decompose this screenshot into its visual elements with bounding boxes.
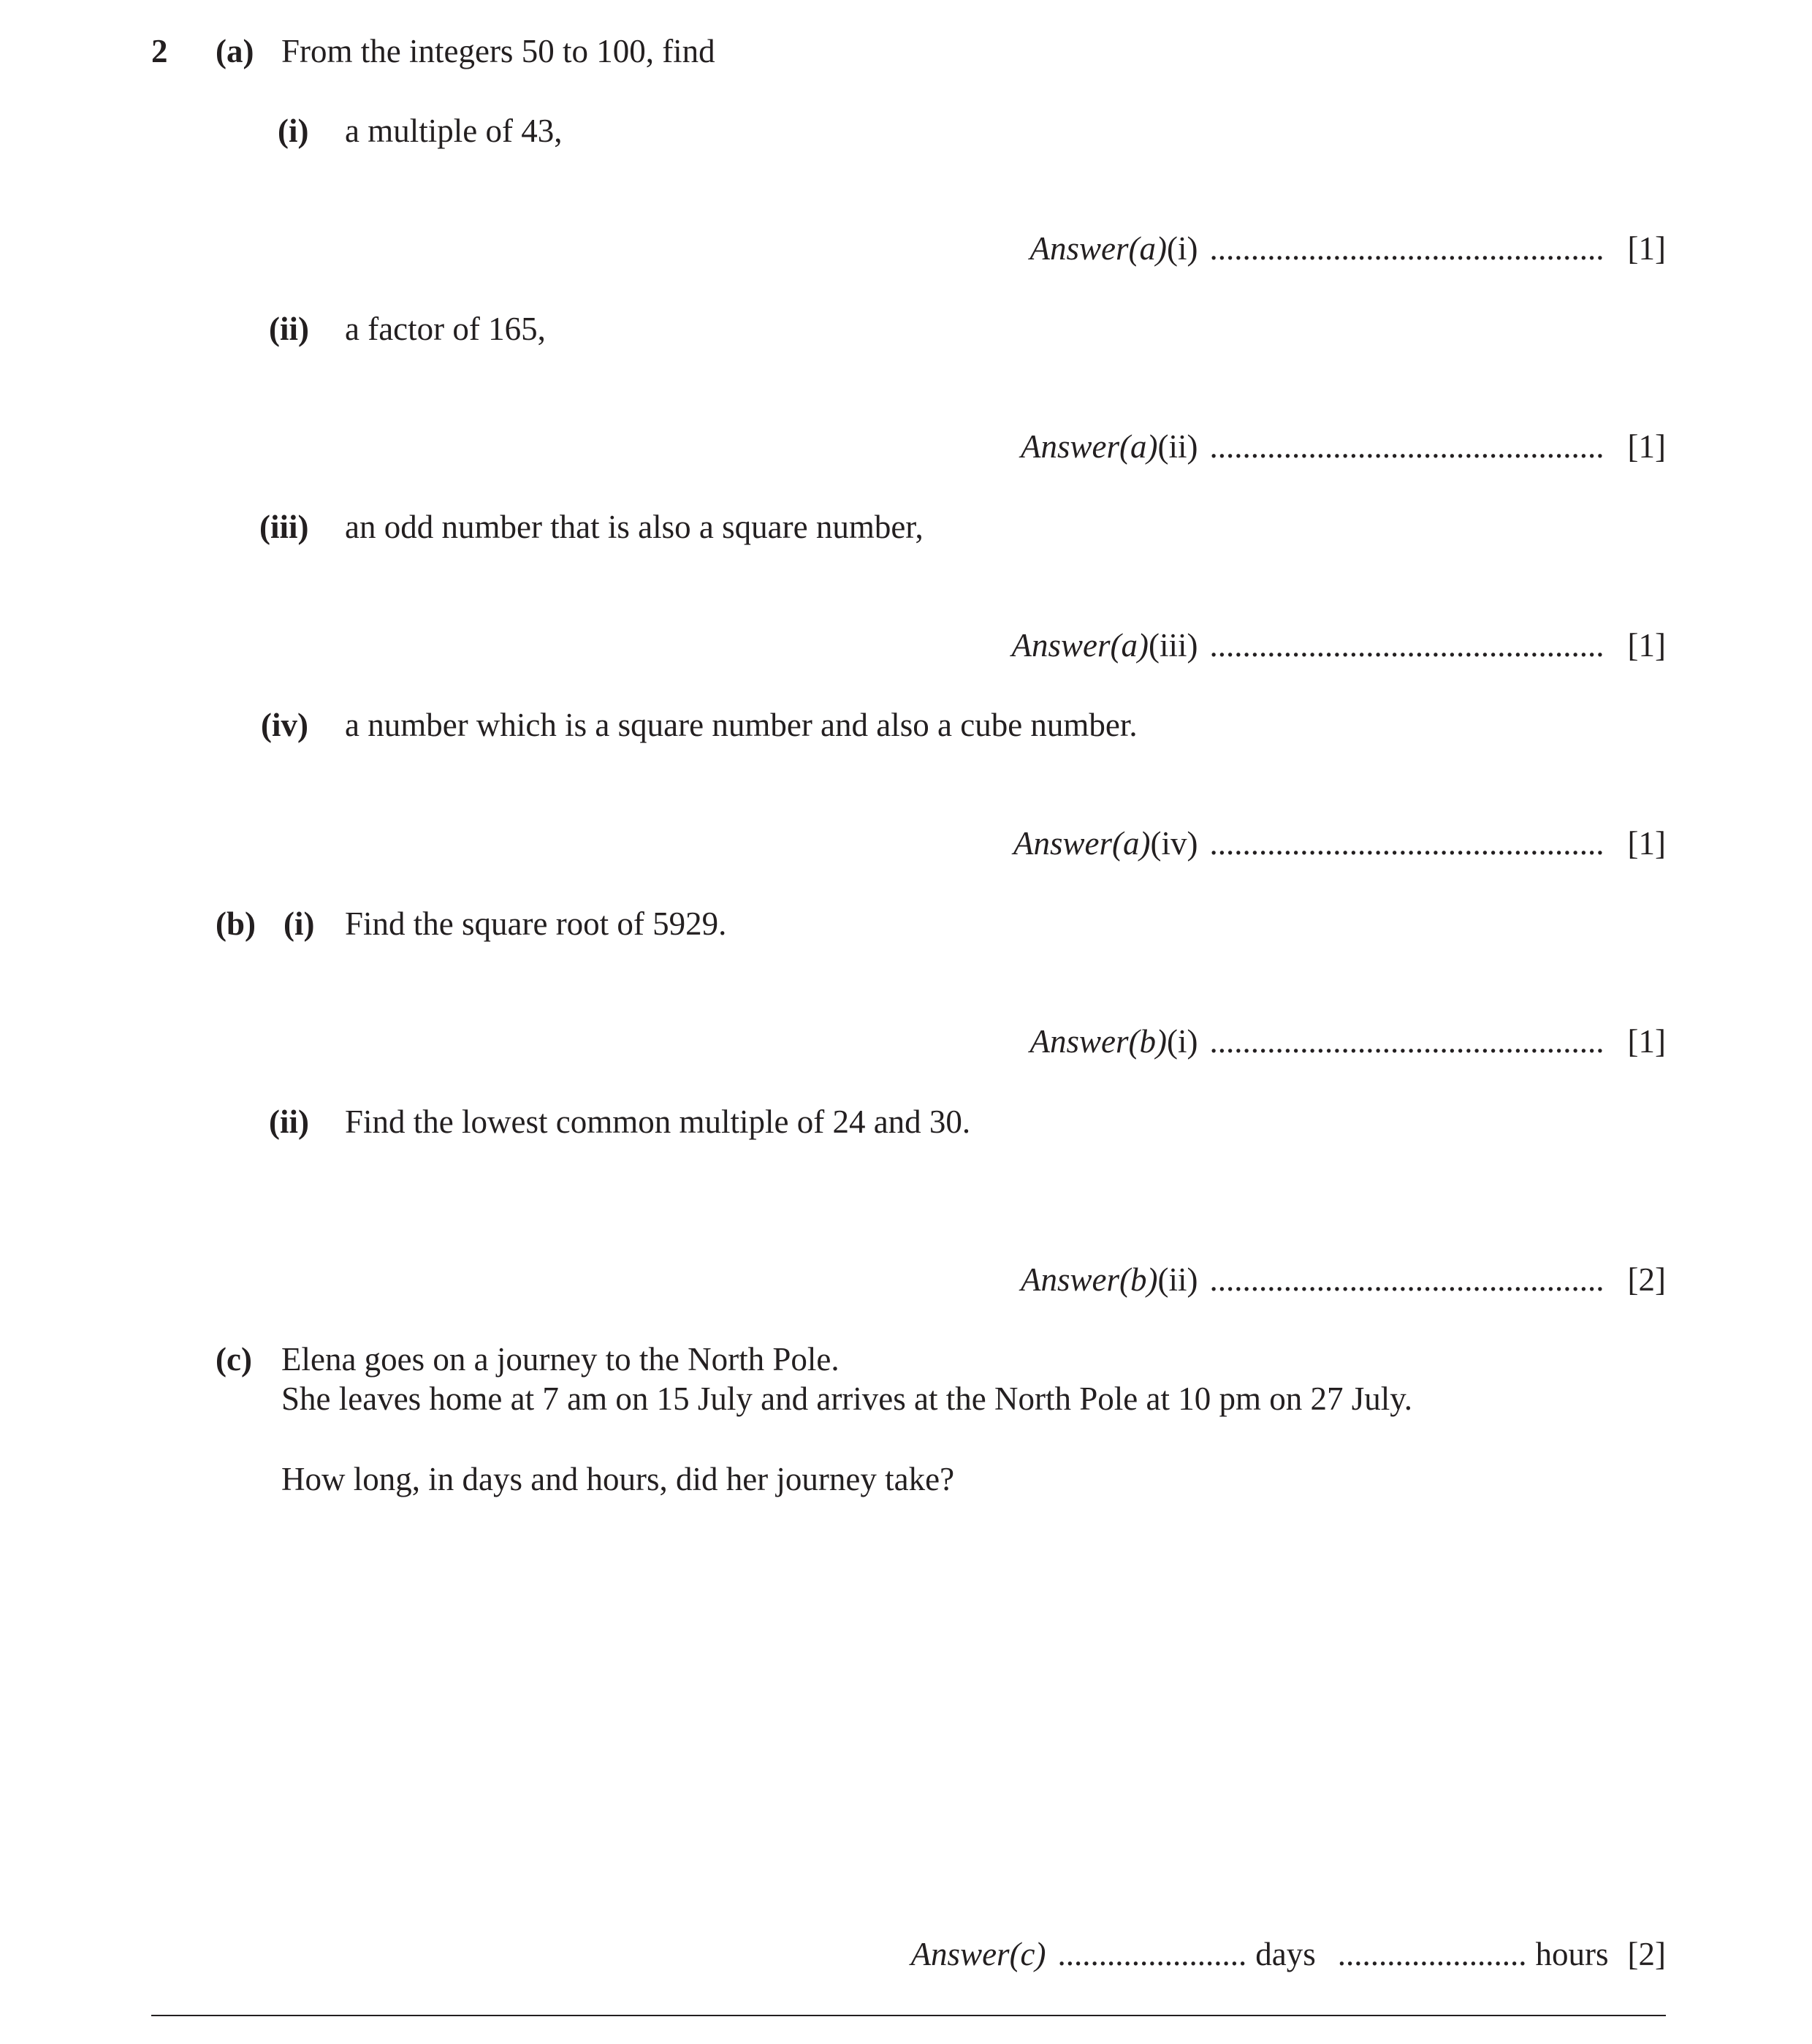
mark-allocation: [1] [1627,230,1666,267]
mark-allocation: [1] [1627,428,1666,465]
answer-a-iv-field[interactable]: ................................................ [1209,825,1604,862]
answer-a-iii-line [1012,629,1666,662]
mark-allocation: [1] [1627,627,1666,664]
part-b-i-text: Find the square root of 5929. [345,905,727,942]
part-a-iii-label: (iii) [259,509,309,545]
answer-a-iv-line [1013,827,1666,860]
part-a-ii-text: a factor of 165, [345,311,546,347]
answer-b-ii-field[interactable]: ................................................ [1209,1261,1604,1298]
part-b-ii-label: (ii) [269,1103,309,1140]
question-number: 2 [151,33,168,69]
answer-label-suffix: (iv) [1150,825,1198,862]
answer-label-suffix: (ii) [1157,428,1198,465]
answer-label-suffix: (i) [1167,1023,1198,1060]
answer-label: Answer(a) [1029,230,1168,267]
answer-b-ii-line [1021,1261,1666,1298]
answer-label-suffix: (ii) [1157,1261,1198,1298]
days-word: days [1255,1936,1316,1972]
part-a-iv-label: (iv) [261,707,308,743]
answer-label: Answer(b) [1021,1261,1158,1298]
answer-label: Answer(b) [1029,1023,1168,1060]
part-a-i-text: a multiple of 43, [345,113,563,149]
part-a-iii-text: an odd number that is also a square number, [345,509,924,545]
answer-a-ii-line [1021,430,1666,463]
mark-allocation: [2] [1627,1261,1666,1298]
part-c-label: (c) [216,1341,252,1378]
mark-allocation: [2] [1627,1936,1666,1972]
part-a-label: (a) [216,33,254,69]
part-b-i-label: (i) [283,905,315,942]
part-a-stem: From the integers 50 to 100, find [281,33,715,69]
answer-label-suffix: (iii) [1149,627,1198,664]
part-a-ii-label: (ii) [269,311,309,347]
answer-c-line [911,1938,1666,1971]
answer-a-iii-field[interactable]: ................................................ [1209,627,1604,664]
answer-a-i-line [1030,232,1666,265]
answer-label: Answer(a) [1011,627,1149,664]
part-c-prompt: How long, in days and hours, did her journey take? [281,1461,955,1497]
part-a-iv-text: a number which is a square number and also a cube number. [345,707,1138,743]
answer-a-i-field[interactable]: ................................................ [1209,230,1604,267]
part-c-line1: Elena goes on a journey to the North Pole. [281,1341,840,1378]
answer-b-i-line [1030,1025,1666,1058]
hours-word: hours [1535,1936,1609,1972]
answer-label: Answer(a) [1013,825,1151,862]
answer-b-i-field[interactable]: ................................................ [1209,1023,1604,1060]
answer-label-suffix: (i) [1167,230,1198,267]
answer-label: Answer(c) [910,1936,1046,1972]
answer-a-ii-field[interactable]: ................................................ [1209,428,1604,465]
mark-allocation: [1] [1627,825,1666,862]
bottom-rule [151,2015,1666,2016]
answer-c-hours-field[interactable]: ....................... [1337,1936,1527,1972]
part-a-i-label: (i) [278,113,309,149]
part-b-ii-text: Find the lowest common multiple of 24 and 30. [345,1103,971,1140]
part-c-line2: She leaves home at 7 am on 15 July and arrives at the North Pole at 10 pm on 27 July. [281,1380,1413,1417]
answer-label: Answer(a) [1021,428,1158,465]
answer-c-days-field[interactable]: ....................... [1057,1936,1247,1972]
part-b-label: (b) [216,905,256,942]
mark-allocation: [1] [1627,1023,1666,1060]
